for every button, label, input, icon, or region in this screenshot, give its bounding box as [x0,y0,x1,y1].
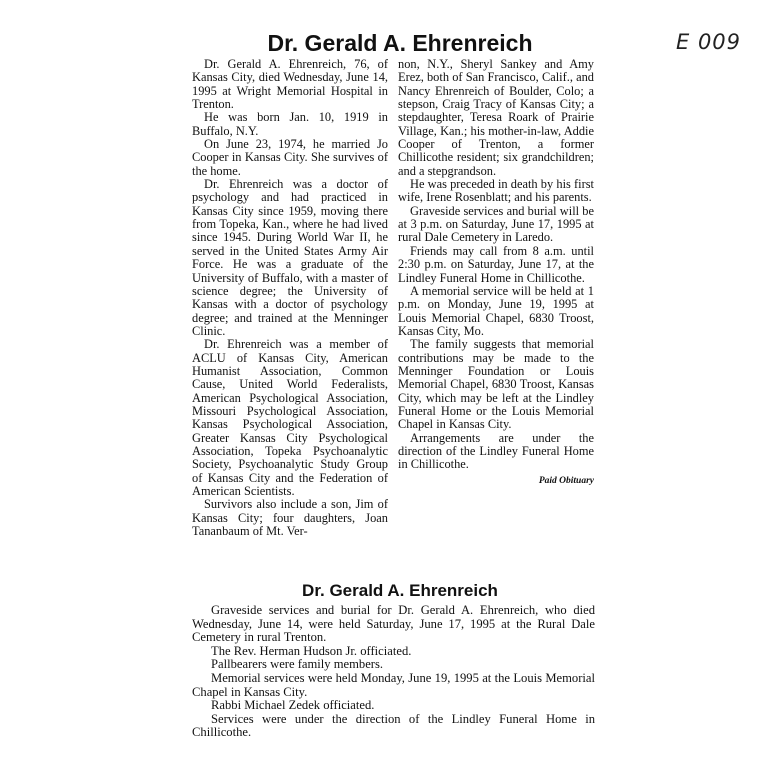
paragraph: Memorial services were held Monday, June 19, 1995 at the Louis Memorial Chapel in Kansas City. [192,670,595,699]
paragraph: non, N.Y., Sheryl Sankey and Amy Erez, both of San Francisco, Calif., and Nancy Ehrenreich of Boulder, Colo; a stepson, Craig Tracy of Kansas City; a stepdaughter, Teresa Roark of Prairie Village, Kan.; his mother-in-law, Addie Cooper of Trenton, a former Chillicothe resident; six grandchildren; and a stepgrandson. [398,57,594,178]
obituary-title: Dr. Gerald A. Ehrenreich [267,30,533,56]
obituary-column-2 [398,58,594,488]
paragraph: Survivors also include a son, Jim of Kansas City; four daughters, Joan Tananbaum of Mt. Ver- [192,497,388,539]
paragraph: A memorial service will be held at 1 p.m. on Monday, June 19, 1995 at Louis Memorial Chapel, 6830 Troost, Kansas City, Mo. [398,283,594,338]
paragraph: The family suggests that memorial contributions may be made to the Menninger Foundation or Louis Memorial Chapel, 6830 Troost, Kansas City, which may be left at the Lindley Funeral Home or the Louis Memorial Chapel in Kansas City. [398,337,594,432]
paragraph: On June 23, 1974, he married Jo Cooper in Kansas City. She survives of the home. [192,137,388,178]
paragraph: Graveside services and burial will be at 3 p.m. on Saturday, June 17, 1995 at rural Dale Cemetery in Laredo. [398,203,594,245]
paragraph: Friends may call from 8 a.m. until 2:30 p.m. on Saturday, June 17, at the Lindley Funeral Home in Chillicothe. [398,243,594,285]
paragraph: Dr. Gerald A. Ehrenreich, 76, of Kansas City, died Wednesday, June 14, 1995 at Wright Memorial Hospital in Trenton. [192,57,388,112]
second-notice-body [192,604,595,740]
obituary-column-1 [192,58,388,538]
handwritten-annotation: E 009 [676,30,742,54]
second-notice-title: Dr. Gerald A. Ehrenreich [302,581,498,600]
paragraph: Dr. Ehrenreich was a member of ACLU of Kansas City, American Humanist Association, Common Cause, United World Federalists, American Psychological Association, Missouri Psychological Association, Kansas Psychological Association, Greater Kansas City Psychological Association, Topeka Psychoanalytic Society, Psychoanalytic Study Group of Kansas City and the Federation of American Scientists. [192,337,388,498]
paragraph: Rabbi Michael Zedek officiated. [211,698,375,713]
paragraph: Pallbearers were family members. [211,657,384,672]
paragraph: He was born Jan. 10, 1919 in Buffalo, N.Y. [192,110,388,138]
paragraph: Dr. Ehrenreich was a doctor of psychology and had practiced in Kansas City since 1959, moving there from Topeka, Kan., where he had lived since 1945. During World War II, he served in the United States Army Air Force. He was a graduate of the University of Buffalo, with a master of science degree; the University of Kansas with a doctor of psychology degree; and trained at the Menninger Clinic. [192,177,388,338]
paid-obituary-signature: Paid Obituary [538,475,594,486]
paragraph: Services were under the direction of the Lindley Funeral Home in Chillicothe. [192,711,595,740]
paragraph: The Rev. Herman Hudson Jr. officiated. [211,643,412,658]
paragraph: Arrangements are under the direction of the Lindley Funeral Home in Chillicothe. [398,430,594,472]
paragraph: He was preceded in death by his first wife, Irene Rosenblatt; and his parents. [398,177,594,205]
paragraph: Graveside services and burial for Dr. Gerald A. Ehrenreich, who died Wednesday, June 14, were held Saturday, June 17, 1995 at the Rural Dale Cemetery in rural Trenton. [192,603,595,645]
